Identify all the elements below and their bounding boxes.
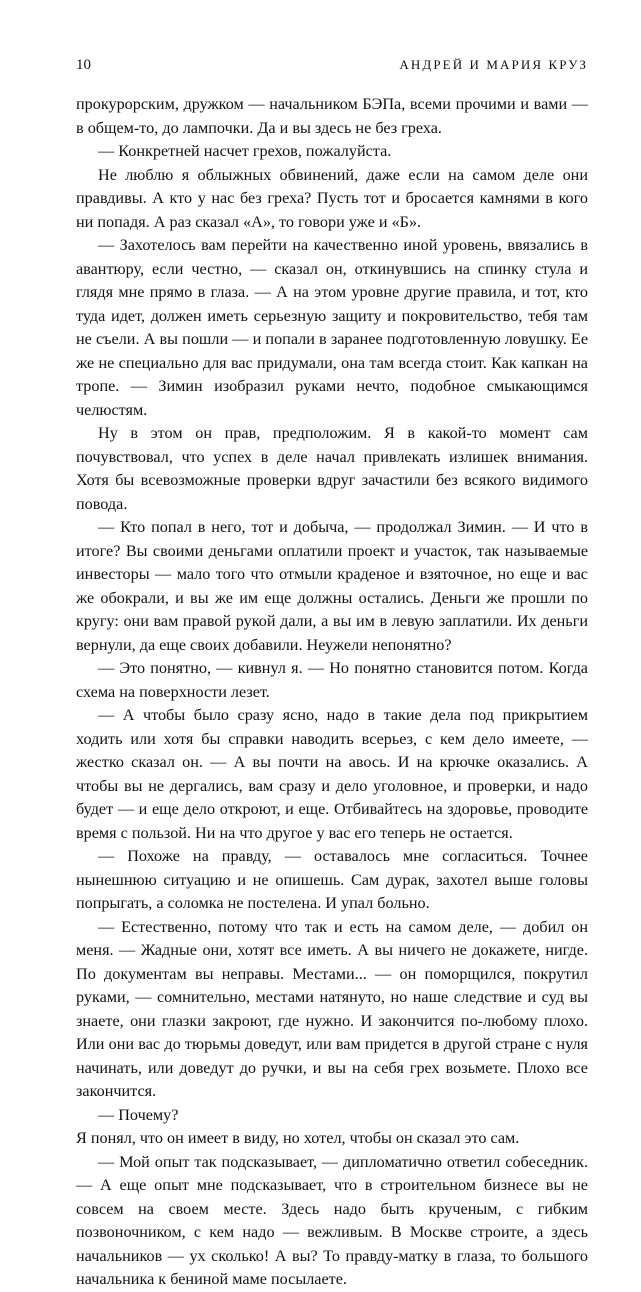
paragraph: прокурорским, дружком — начальником БЭПа, всеми прочими и вами — в общем-то, до лампочки. Да и вы здесь не без греха. [76, 95, 588, 137]
paragraph: — Естественно, потому что так и есть на самом деле, — добил он меня. — Жадные они, хотят все иметь. А вы ничего не докажете, нигде. По документам вы неправы. Местами... — он поморщился, покрутил руками, — сомнительно, местами натянуто, но наше следствие и суд вы знаете, они глазки закроют, где нужно. И закончится по-любому плохо. Или они вас до тюрьмы доведут, или вам придется в другой стране с нуля начинать, или доведут до ручки, и вы на себя грех возьмете. Плохо все закончится. [76, 917, 588, 1100]
page-header [76, 52, 588, 78]
book-page [76, 52, 588, 1292]
paragraph: — Мой опыт так подсказывает, — дипломатично ответил собеседник. — А еще опыт мне подсказывает, что в строительном бизнесе вы не совсем на своем месте. Здесь надо быть крученым, с гибким позвоночником, с кем надо — вежливым. В Москве строите, а здесь начальников — ух сколько! А вы? То правду-матку в глаза, то большого начальника к бениной маме посылаете. [76, 1152, 588, 1288]
paragraph: Я понял, что он имеет в виду, но хотел, чтобы он сказал это сам. [76, 1129, 520, 1147]
paragraph: — Это понятно, — кивнул я. — Но понятно становится потом. Когда схема на поверхности лезет. [76, 659, 588, 701]
paragraph: Ну в этом он прав, предположим. Я в какой-то момент сам почувствовал, что успех в деле начал привлекать излишек внимания. Хотя бы всевозможные проверки вдруг зачастили без всякого видимого повода. [76, 424, 588, 513]
paragraph: — Захотелось вам перейти на качественно иной уровень, ввязались в авантюру, если честно, — сказал он, откинувшись на спинку стула и глядя мне прямо в глаза. — А на этом уровне другие правила, и тот, кто туда идет, должен иметь серьезную защиту и покровительство, тебя там не съели. А вы пошли — и попали в заранее подготовленную ловушку. Ее же не специально для вас придумали, она там всегда стоит. Как капкан на тропе. — Зимин изобразил руками нечто, подобное смыкающимся челюстям. [76, 236, 588, 419]
running-title: АНДРЕЙ И МАРИЯ КРУЗ [399, 57, 588, 72]
paragraph: Не люблю я облыжных обвинений, даже если на самом деле они правдивы. А кто у нас без греха? Пусть тот и бросается камнями в кого ни попадя. А раз сказал «А», то говори уже и «Б». [76, 165, 588, 231]
paragraph: — Конкретней насчет грехов, пожалуйста. [98, 142, 392, 160]
paragraph: — Кто попал в него, тот и добыча, — продолжал Зимин. — И что в итоге? Вы своими деньгами оплатили проект и участок, так называемые инвесторы — мало того что отмыли краденое и взяточное, но еще и вас же обокрали, и вы же им еще должны остались. Деньги же прошли по кругу: они вам правой рукой дали, а вы им в левую заплатили. Их деньги вернули, да еще своих добавили. Неужели непонятно? [76, 518, 588, 654]
paragraph: — А чтобы было сразу ясно, надо в такие дела под прикрытием ходить или хотя бы справки наводить всерьез, с кем дело имеете, — жестко сказал он. — А вы почти на авось. И на крючке оказались. А чтобы вы не дергались, вам сразу и дело уголовное, и проверки, и надо будет — и еще дело откроют, и еще. Отбивайтесь на здоровье, проводите время с пользой. Ни на что другое у вас его теперь не остается. [76, 706, 588, 842]
text-body [76, 93, 588, 1292]
paragraph: — Похоже на правду, — оставалось мне согласиться. Точнее нынешнюю ситуацию и не опишешь. Сам дурак, захотел выше головы попрыгать, а соломка не постелена. И упал больно. [76, 847, 588, 912]
page-number: 10 [76, 57, 91, 73]
paragraph: — Почему? [98, 1105, 179, 1124]
